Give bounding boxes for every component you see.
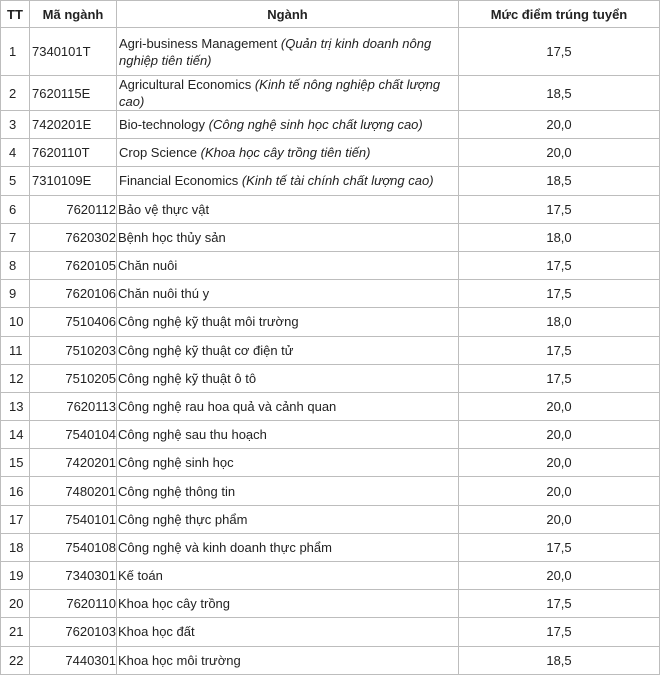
row-code: 7620105 <box>30 251 117 279</box>
row-name <box>117 139 459 167</box>
table-row <box>1 76 660 111</box>
row-tt: 13 <box>1 392 30 420</box>
row-code: 7540108 <box>30 533 117 561</box>
row-code: 7340301 <box>30 562 117 590</box>
row-code: 7540101 <box>30 505 117 533</box>
table-row <box>1 111 660 139</box>
row-name: Công nghệ và kinh doanh thực phẩm <box>117 533 459 561</box>
row-name: Công nghệ sinh học <box>117 449 459 477</box>
row-code: 7620113 <box>30 392 117 420</box>
header-name: Ngành <box>117 1 459 28</box>
row-tt: 20 <box>1 590 30 618</box>
table-row <box>1 477 660 505</box>
table-row <box>1 223 660 251</box>
row-tt: 22 <box>1 646 30 674</box>
row-name: Công nghệ kỹ thuật ô tô <box>117 364 459 392</box>
row-tt: 11 <box>1 336 30 364</box>
table-row <box>1 421 660 449</box>
table-header-row <box>1 1 660 28</box>
row-code: 7620103 <box>30 618 117 646</box>
row-name: Khoa học cây trồng <box>117 590 459 618</box>
table-row <box>1 195 660 223</box>
row-name: Công nghệ kỹ thuật môi trường <box>117 308 459 336</box>
row-name: Bệnh học thủy sản <box>117 223 459 251</box>
table-row <box>1 562 660 590</box>
row-code: 7440301 <box>30 646 117 674</box>
row-tt: 17 <box>1 505 30 533</box>
row-code: 7620302 <box>30 223 117 251</box>
table-row <box>1 618 660 646</box>
row-name-vi: (Công nghệ sinh học chất lượng cao) <box>208 117 423 133</box>
row-score: 20,0 <box>459 449 660 477</box>
row-tt: 4 <box>1 139 30 167</box>
table-row <box>1 449 660 477</box>
row-score: 17,5 <box>459 251 660 279</box>
row-score: 18,5 <box>459 76 660 111</box>
row-name: Kế toán <box>117 562 459 590</box>
row-score: 17,5 <box>459 336 660 364</box>
table-row <box>1 251 660 279</box>
row-name <box>117 28 459 76</box>
table-row <box>1 167 660 195</box>
row-tt: 15 <box>1 449 30 477</box>
row-name-vi: (Kinh tế tài chính chất lượng cao) <box>241 173 434 189</box>
table-row <box>1 533 660 561</box>
row-name: Khoa học môi trường <box>117 646 459 674</box>
table-row <box>1 28 660 76</box>
row-name: Khoa học đất <box>117 618 459 646</box>
row-name-vi: (Quản trị kinh doanh nông nghiệp tiên tiến) <box>119 35 432 68</box>
row-tt: 14 <box>1 421 30 449</box>
row-code: 7540104 <box>30 421 117 449</box>
table-row <box>1 308 660 336</box>
row-tt: 10 <box>1 308 30 336</box>
row-score: 17,5 <box>459 195 660 223</box>
row-name-vi: (Khoa học cây trồng tiên tiến) <box>200 145 371 161</box>
row-score: 20,0 <box>459 111 660 139</box>
row-tt: 5 <box>1 167 30 195</box>
row-name-en: Agri-business Management <box>119 35 278 51</box>
row-code: 7420201 <box>30 449 117 477</box>
row-tt: 16 <box>1 477 30 505</box>
row-score: 17,5 <box>459 618 660 646</box>
row-code: 7620110T <box>30 139 117 167</box>
row-code: 7420201E <box>30 111 117 139</box>
row-score: 18,5 <box>459 167 660 195</box>
row-tt: 2 <box>1 76 30 111</box>
row-code: 7510205 <box>30 364 117 392</box>
row-name-en: Agricultural Economics <box>119 77 252 92</box>
row-name: Chăn nuôi <box>117 251 459 279</box>
row-code: 7340101T <box>30 28 117 76</box>
row-code: 7620115E <box>30 76 117 111</box>
row-name-en: Bio-technology <box>119 117 205 133</box>
row-name <box>117 167 459 195</box>
row-name: Chăn nuôi thú y <box>117 280 459 308</box>
row-name-en: Financial Economics <box>119 173 239 189</box>
row-tt: 21 <box>1 618 30 646</box>
row-tt: 18 <box>1 533 30 561</box>
row-score: 20,0 <box>459 562 660 590</box>
row-tt: 6 <box>1 195 30 223</box>
row-score: 20,0 <box>459 421 660 449</box>
row-name-en: Crop Science <box>119 145 198 161</box>
row-tt: 9 <box>1 280 30 308</box>
row-code: 7480201 <box>30 477 117 505</box>
table-row <box>1 646 660 674</box>
header-code: Mã ngành <box>30 1 117 28</box>
row-name <box>117 76 459 111</box>
row-name: Công nghệ thông tin <box>117 477 459 505</box>
header-tt: TT <box>1 1 30 28</box>
header-score: Mức điểm trúng tuyển <box>459 1 660 28</box>
row-tt: 19 <box>1 562 30 590</box>
row-score: 17,5 <box>459 280 660 308</box>
row-code: 7620106 <box>30 280 117 308</box>
row-tt: 12 <box>1 364 30 392</box>
row-name: Bảo vệ thực vật <box>117 195 459 223</box>
row-score: 20,0 <box>459 139 660 167</box>
row-code: 7620110 <box>30 590 117 618</box>
table-row <box>1 505 660 533</box>
row-name-vi: (Kinh tế nông nghiệp chất lượng cao) <box>119 77 441 109</box>
row-name: Công nghệ thực phẩm <box>117 505 459 533</box>
table-row <box>1 392 660 420</box>
row-score: 20,0 <box>459 392 660 420</box>
row-score: 18,0 <box>459 223 660 251</box>
row-tt: 3 <box>1 111 30 139</box>
row-tt: 8 <box>1 251 30 279</box>
row-tt: 1 <box>1 28 30 76</box>
row-name <box>117 111 459 139</box>
row-code: 7510406 <box>30 308 117 336</box>
row-name: Công nghệ rau hoa quả và cảnh quan <box>117 392 459 420</box>
table-row <box>1 590 660 618</box>
row-score: 17,5 <box>459 364 660 392</box>
row-score: 17,5 <box>459 533 660 561</box>
row-code: 7310109E <box>30 167 117 195</box>
row-score: 17,5 <box>459 28 660 76</box>
table-row <box>1 280 660 308</box>
row-tt: 7 <box>1 223 30 251</box>
row-score: 20,0 <box>459 505 660 533</box>
row-score: 18,0 <box>459 308 660 336</box>
row-code: 7620112 <box>30 195 117 223</box>
row-score: 20,0 <box>459 477 660 505</box>
row-score: 17,5 <box>459 590 660 618</box>
row-code: 7510203 <box>30 336 117 364</box>
row-score: 18,5 <box>459 646 660 674</box>
table-row <box>1 336 660 364</box>
table-row <box>1 139 660 167</box>
table-row <box>1 364 660 392</box>
row-name: Công nghệ kỹ thuật cơ điện tử <box>117 336 459 364</box>
row-name: Công nghệ sau thu hoạch <box>117 421 459 449</box>
